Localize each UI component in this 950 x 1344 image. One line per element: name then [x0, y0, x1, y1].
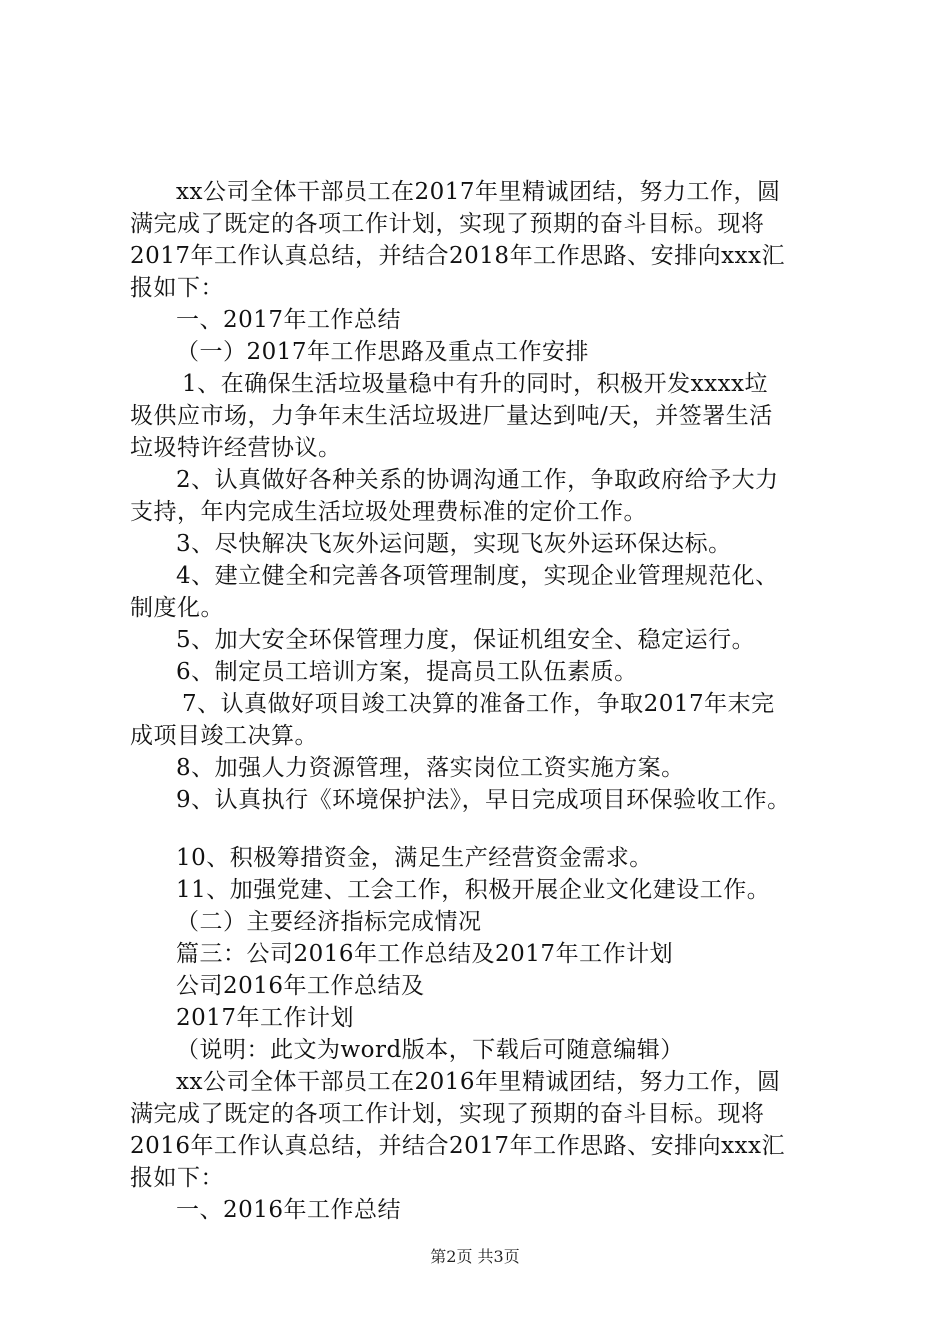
paragraph-line: 2017年工作认真总结，并结合2018年工作思路、安排向xxx汇 [130, 243, 785, 269]
list-item: 2、认真做好各种关系的协调沟通工作，争取政府给予大力 [176, 467, 779, 493]
subsection-heading: （一）2017年工作思路及重点工作安排 [176, 339, 590, 365]
list-item-continuation: 圾供应市场，力争年末生活垃圾进厂量达到吨/天，并签署生活 [130, 403, 773, 429]
subsection-heading: （二）主要经济指标完成情况 [176, 909, 482, 935]
list-item: 9、认真执行《环境保护法》，早日完成项目环保验收工作。 [176, 787, 791, 813]
article-heading: 篇三：公司2016年工作总结及2017年工作计划 [176, 941, 674, 967]
section-heading: 一、2016年工作总结 [176, 1197, 402, 1223]
list-item: 7、认真做好项目竣工决算的准备工作，争取2017年末完 [182, 691, 775, 717]
paragraph-line: 满完成了既定的各项工作计划，实现了预期的奋斗目标。现将 [130, 211, 765, 237]
list-item-continuation: 垃圾特许经营协议。 [130, 435, 342, 461]
paragraph-line: 满完成了既定的各项工作计划，实现了预期的奋斗目标。现将 [130, 1101, 765, 1127]
page-footer [0, 1244, 950, 1267]
list-item-continuation: 制度化。 [130, 595, 224, 621]
blank-line [130, 816, 850, 842]
paragraph-line: xx公司全体干部员工在2017年里精诚团结，努力工作，圆 [176, 179, 781, 205]
list-item-continuation: 成项目竣工决算。 [130, 723, 318, 749]
section-heading: 一、2017年工作总结 [176, 307, 402, 333]
paragraph-line: 2016年工作认真总结，并结合2017年工作思路、安排向xxx汇 [130, 1133, 785, 1159]
paragraph-line: 报如下： [130, 1165, 224, 1191]
list-item: 4、建立健全和完善各项管理制度，实现企业管理规范化、 [176, 563, 779, 589]
list-item: 10、积极筹措资金，满足生产经营资金需求。 [176, 845, 653, 871]
list-item-continuation: 支持，年内完成生活垃圾处理费标准的定价工作。 [130, 499, 647, 525]
page-number: 第2页 共3页 [430, 1247, 520, 1266]
paragraph-line: 报如下： [130, 275, 224, 301]
document-body [130, 176, 850, 1226]
list-item: 3、尽快解决飞灰外运问题，实现飞灰外运环保达标。 [176, 531, 732, 557]
list-item: 1、在确保生活垃圾量稳中有升的同时，积极开发xxxx垃 [182, 371, 769, 397]
article-title: 2017年工作计划 [176, 1005, 355, 1031]
list-item: 6、制定员工培训方案，提高员工队伍素质。 [176, 659, 638, 685]
list-item: 5、加大安全环保管理力度，保证机组安全、稳定运行。 [176, 627, 756, 653]
note-line: （说明：此文为word版本，下载后可随意编辑） [176, 1037, 684, 1063]
paragraph-line: xx公司全体干部员工在2016年里精诚团结，努力工作，圆 [176, 1069, 781, 1095]
list-item: 8、加强人力资源管理，落实岗位工资实施方案。 [176, 755, 685, 781]
list-item: 11、加强党建、工会工作，积极开展企业文化建设工作。 [176, 877, 771, 903]
article-title: 公司2016年工作总结及 [176, 973, 425, 999]
